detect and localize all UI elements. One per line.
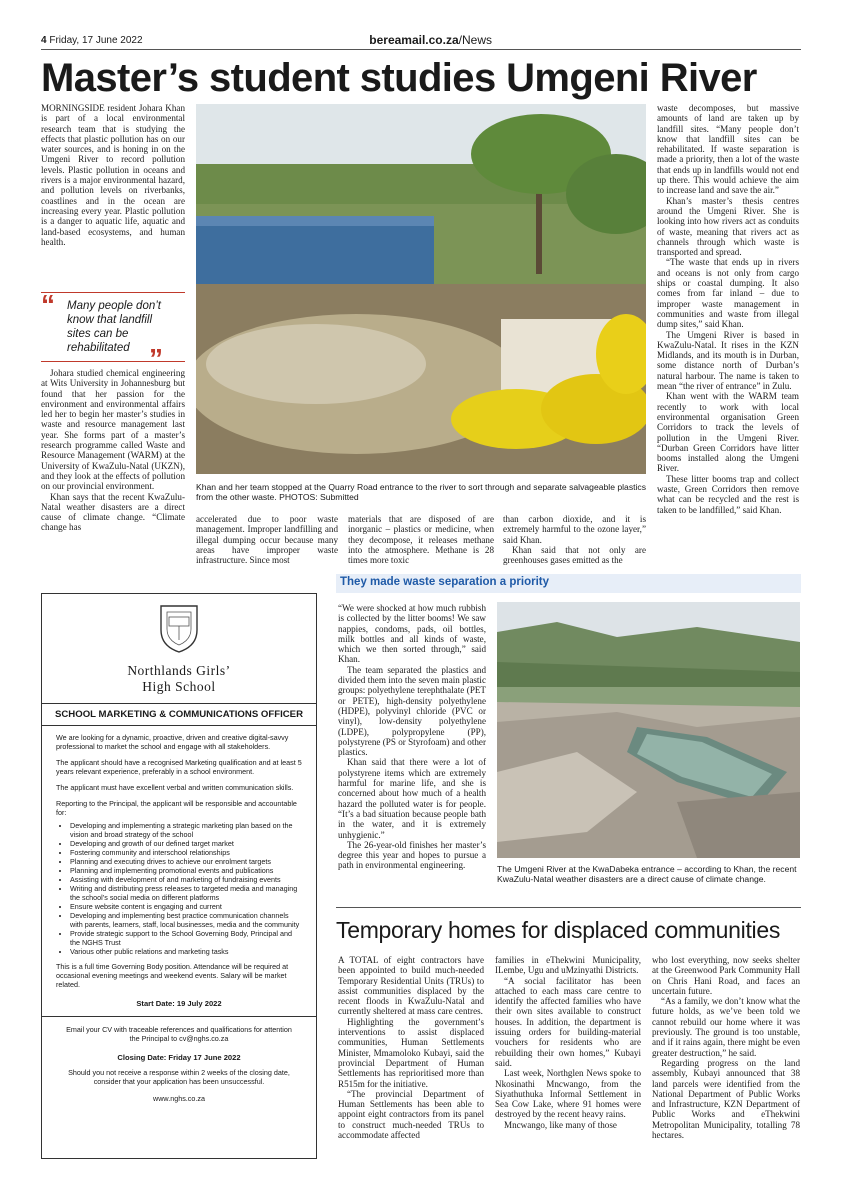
article2-para: “We were shocked at how much rubbish is collected by the litter booms! We saw nappies, condoms, pads, oil bottles, milk bottles and all kinds of waste, which we then sorted through,” said Khan. bbox=[338, 603, 486, 665]
article3-para: “As a family, we don’t know what the future holds, as we’ve been told we cannot rebuild our home where it was previously. The ground is too unstable, and if it rains again, there might be even greater destruction,” he said. bbox=[652, 996, 800, 1058]
duty-item: • Developing and implementing best practice communication channels with parents, learners, staff, local businesses, media and the community bbox=[70, 911, 302, 929]
duty-item: • Assisting with development of and marketing of fundraising events bbox=[70, 875, 302, 884]
article1-para: Johara studied chemical engineering at Wits University in Johannesburg but found that her passion for the environment and environmental affairs led her to begin her master’s studies in waste and resource management last year. She forms part of a master’s research programme called Waste and Resource Management (WARM) at the University of KwaZulu-Natal (UKZN), and they look at the effects of pollution on our provincial environment. bbox=[41, 368, 185, 492]
article1-para: Khan said that not only are greenhouses gases emitted as the bbox=[503, 544, 646, 566]
ad-rule bbox=[42, 725, 316, 726]
section-rule bbox=[336, 907, 801, 908]
article1-para: than carbon dioxide, and it is extremely harmful to the ozone layer,” said Khan. bbox=[503, 514, 646, 545]
article3-para: Highlighting the government’s interventions to assist displaced communities, Human Settlements Minister, Mmamoloko Kubayi, said the provincial Department of Human Settlements has reprioritised more than R515m for the initiative. bbox=[338, 1016, 484, 1089]
school-name-line1: Northlands Girls’ bbox=[127, 663, 231, 678]
article3-para: “The provincial Department of Human Settlements has been able to appoint eight contractors from its panel to construct much-needed TRUs to accommodate affected bbox=[338, 1088, 484, 1141]
page-date-line bbox=[41, 35, 143, 46]
article1-para: “The waste that ends up in rivers and oceans is not only from cargo ships or coastal dumping. It also comes from far inland – due to improper waste management in communities and waste from illegal dump sites,” said Khan. bbox=[657, 257, 799, 330]
header-rule bbox=[41, 49, 801, 50]
start-date: Start Date: 19 July 2022 bbox=[136, 999, 222, 1008]
article1-bottom-col3 bbox=[503, 514, 646, 565]
article1-col1b bbox=[41, 368, 185, 533]
school-name-line2: High School bbox=[142, 679, 216, 694]
ad-body bbox=[42, 733, 316, 989]
duty-item: • Planning and implementing promotional events and publications bbox=[70, 866, 302, 875]
main-headline: Master’s student studies Umgeni River bbox=[41, 56, 757, 100]
article3-para: Last week, Northglen News spoke to Nkosinathi Mncwango, from the Siyathuthuka Informal Settlement in Sea Cow Lake, where 91 homes were destroyed by the recent heavy rains. bbox=[495, 1068, 641, 1120]
article2-para: Khan said that there were a lot of polystyrene items which are extremely harmful for marine life, and she is concerned about how much of a health hazard the polluted water is for people. “It’s a bad situation because people bath in the water, and it is extremely unhygienic.” bbox=[338, 757, 486, 840]
duty-item: • Ensure website content is engaging and current bbox=[70, 902, 302, 911]
article3-col2 bbox=[495, 955, 641, 1130]
duty-item: • Various other public relations and marketing tasks bbox=[70, 947, 302, 956]
article3-para: families in eThekwini Municipality, ILembe, Ugu and uMzinyathi Districts. bbox=[495, 955, 641, 976]
article3-para: “A social facilitator has been attached to each mass care centre to identify the affected families who have their own sites available to construct houses. In addition, the department is issuing orders for building-material vouchers for residents who are rebuilding their own homes,” Kubayi said. bbox=[495, 975, 641, 1068]
article2-para: The team separated the plastics and divided them into the seven main plastic groups: polyethylene terephthalate (PET or PETE), high-density polyethylene (HDPE), polyvinyl chloride (PVC or vinyl), low-density polyethylene (LDPE), polypropylene (PP), polystyrene (PS or Styrofoam) and other plastics. bbox=[338, 664, 486, 758]
site-section-label bbox=[369, 33, 492, 48]
article3-para: Regarding progress on the land assembly, Kubayi announced that 38 land parcels were identified from the National Department of Public Works and Infrastructure, KZN Department of Public Works and eThekwini Metropolitan Municipality, totalling 78 hectares. bbox=[652, 1057, 800, 1141]
job-title: SCHOOL MARKETING & COMMUNICATIONS OFFICER bbox=[54, 709, 303, 720]
article3-col3 bbox=[652, 955, 800, 1140]
photo2-caption: The Umgeni River at the KwaDabeka entrance – according to Khan, the recent KwaZulu-Natal weather disasters are a direct cause of climate change. bbox=[497, 864, 797, 885]
job-advert bbox=[41, 593, 317, 1159]
article1-para: The Umgeni River is based in KwaZulu-Natal. It rises in the KZN Midlands, and its mouth is in Durban, some distance north of Durban’s natural harbour. The name is taken to mean “the river of entrance” in Zulu. bbox=[657, 329, 799, 392]
article1-para: Khan’s master’s thesis centres around the Umgeni River. She is looking into how rivers act as conduits of waste, meaning that rivers act as channels through which waste is transported and spread. bbox=[657, 195, 799, 258]
pull-quote-text: Many people don’t know that landfill sites can be rehabilitated bbox=[67, 300, 161, 354]
article1-bottom-col1 bbox=[196, 514, 338, 565]
page-number: 4 bbox=[41, 35, 47, 46]
pull-quote bbox=[41, 289, 185, 374]
article3-para: who lost everything, now seeks shelter at the Greenwood Park Community Hall on Chris Hani Road, and faces an uncertain future. bbox=[652, 955, 800, 996]
section-kicker: They made waste separation a priority bbox=[340, 576, 549, 588]
issue-date: Friday, 17 June 2022 bbox=[49, 35, 143, 46]
photo1-caption: Khan and her team stopped at the Quarry Road entrance to the river to sort through and separate salvageable plastics from the other waste. PHOTOS: Submitted bbox=[196, 482, 647, 503]
ad-intro: The applicant should have a recognised Marketing qualification and at least 5 years relevant experience, preferably in a school environment. bbox=[56, 758, 302, 776]
article3-headline: Temporary homes for displaced communities bbox=[336, 917, 781, 943]
article1-para: waste decomposes, but massive amounts of land are taken up by landfill sites. “Many people don’t know that landfill sites can be rehabilitated. If waste separation is made a priority, then a lot of the waste that ends up in landfills would not end up there. This would achieve the aim to increase land and save the air.” bbox=[657, 103, 799, 196]
ad-intro: We are looking for a dynamic, proactive, driven and creative digital-savvy professional to market the school and engage with all stakeholders. bbox=[56, 733, 289, 751]
ad-note: This is a full time Governing Body position. Attendance will be required at occasional evening meetings and weekend events. Salary will be market related. bbox=[56, 962, 289, 989]
photo-landfill-plastics bbox=[196, 104, 646, 474]
article1-col1 bbox=[41, 103, 185, 247]
close-quote-icon: ” bbox=[149, 343, 163, 374]
ad-crest bbox=[42, 594, 316, 659]
school-website: www.nghs.co.za bbox=[153, 1094, 205, 1103]
closing-date: Closing Date: Friday 17 June 2022 bbox=[117, 1053, 241, 1062]
article1-para: accelerated due to poor waste management. Improper landfilling and illegal dumping occur because many areas have improper waste infrastructure. Since most bbox=[196, 514, 338, 566]
open-quote-icon: “ bbox=[41, 289, 55, 320]
article1-bottom-col2 bbox=[348, 514, 494, 565]
duty-item: • Developing and implementing a strategic marketing plan based on the vision and broad strategy of the school bbox=[70, 821, 302, 839]
duty-item: • Fostering community and interschool relationships bbox=[70, 848, 302, 857]
article1-para: materials that are disposed of are inorganic – plastics or medicine, when they decompose, it releases methane into the atmosphere. Methane is 28 times more toxic bbox=[348, 514, 494, 566]
article1-para: Khan went with the WARM team recently to work with local environmental organisation Green Corridors to track the levels of pollution in the Umgeni River. “Durban Green Corridors have litter booms installed along the Umgeni River. bbox=[657, 391, 799, 474]
photo-umgeni-river bbox=[497, 602, 800, 858]
email-line: Email your CV with traceable references and qualifications for attention the Principal to cv@nghs.co.za bbox=[66, 1025, 292, 1043]
article1-para: MORNINGSIDE resident Johara Khan is part of a local environmental research team that is studying the effects that plastic pollution has on our water sources, and is honing in on the Umgeni River to record pollution levels. Plastic pollution in oceans and rivers is a major environmental hazard, and pollution levels on riverbanks, coastlines and in the ocean are increasing every year. Plastic pollution is a danger to aquatic life, aquatic and land-based ecosystems, and human health. bbox=[41, 103, 185, 247]
duty-item: • Planning and executing drives to achieve our enrolment targets bbox=[70, 857, 302, 866]
duty-item: • Developing and growth of our defined target market bbox=[70, 839, 302, 848]
section-name: /News bbox=[458, 33, 492, 47]
article2-col bbox=[338, 603, 486, 871]
site-name: bereamail.co.za bbox=[369, 33, 459, 47]
ad-intro: The applicant must have excellent verbal and written communication skills. bbox=[56, 783, 294, 792]
school-crest-icon bbox=[157, 602, 201, 654]
duties-list bbox=[70, 821, 302, 956]
response-note: Should you not receive a response within 2 weeks of the closing date, consider that your application has been unsuccessful. bbox=[68, 1068, 290, 1086]
ad-intro: Reporting to the Principal, the applicant will be responsible and accountable for: bbox=[56, 799, 297, 817]
duty-item: • Provide strategic support to the School Governing Body, Principal and the NGHS Trust bbox=[70, 929, 302, 947]
pull-quote-rule-bottom bbox=[41, 361, 185, 362]
article1-para: These litter booms trap and collect waste, Green Corridors then remove what can be recycled and the rest is taken to be landfilled,” said Khan. bbox=[657, 473, 799, 515]
article3-para: A TOTAL of eight contractors have been appointed to build much-needed Temporary Residential Units (TRUs) to assist communities displaced by the recent floods in KwaZulu-Natal and currently sheltered at mass care centres. bbox=[338, 955, 484, 1017]
article1-col4 bbox=[657, 103, 799, 515]
duty-item: • Writing and distributing press releases to targeted media and managing the school’s social media on different platforms bbox=[70, 884, 302, 902]
article1-para: Khan says that the recent KwaZulu-Natal weather disasters are a direct cause of climate change. “Climate change has bbox=[41, 491, 185, 533]
article3-para: Mncwango, like many of those bbox=[504, 1119, 617, 1130]
article2-para: The 26-year-old finishes her master’s degree this year and hopes to pursue a path in environmental engineering. bbox=[338, 839, 486, 871]
article3-col1 bbox=[338, 955, 484, 1140]
